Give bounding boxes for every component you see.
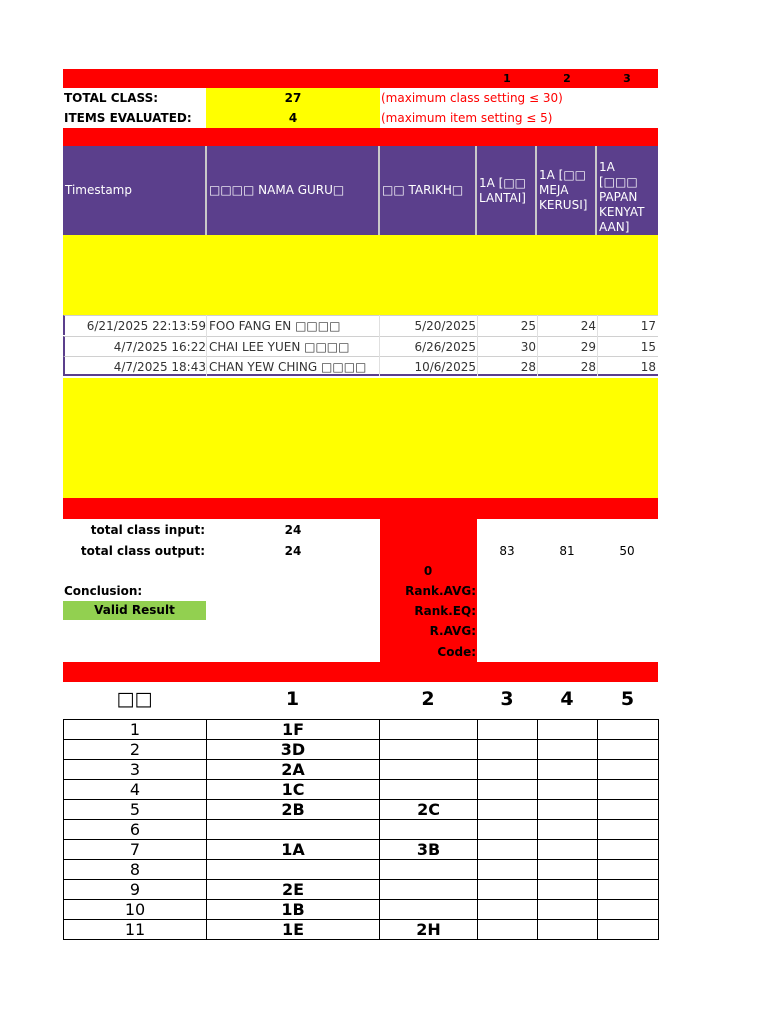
rank-class-cell (478, 880, 538, 900)
items-evaluated-note: (maximum item setting ≤ 5) (381, 111, 553, 125)
rank-table-row (64, 720, 659, 740)
total-class-output-value: 24 (284, 544, 302, 558)
top-number-2: 2 (563, 72, 571, 85)
code-label: Code: (437, 645, 476, 659)
rank-number-cell: 5 (64, 800, 207, 820)
sum-item-1: 83 (499, 544, 515, 558)
rank-zero: 0 (423, 564, 433, 578)
rank-class-cell (538, 720, 598, 740)
rank-class-cell (538, 860, 598, 880)
header-item-2: 1A [□□ MEJA KERUSI] (537, 146, 597, 235)
rank-table-row (64, 860, 659, 880)
rank-class-cell (380, 720, 478, 740)
rank-class-cell: 2H (380, 920, 478, 940)
rank-class-cell (380, 900, 478, 920)
rank-header-0: □□ (116, 688, 153, 710)
yellow-block-bottom (63, 378, 658, 498)
rank-class-cell (207, 820, 380, 840)
rank-class-cell: 2B (207, 800, 380, 820)
rank-number-cell: 9 (64, 880, 207, 900)
rank-class-cell (380, 760, 478, 780)
rank-number-cell: 11 (64, 920, 207, 940)
rank-class-cell (478, 780, 538, 800)
rank-class-cell: 1B (207, 900, 380, 920)
sum-item-3: 50 (619, 544, 635, 558)
rank-class-cell (538, 780, 598, 800)
rank-table-header (63, 688, 658, 714)
rank-class-cell (538, 820, 598, 840)
row-timestamp: 4/7/2025 18:43 (113, 360, 206, 374)
rank-class-cell (538, 900, 598, 920)
rank-header-5: 5 (620, 688, 635, 710)
row-date: 5/20/2025 (414, 319, 476, 333)
rank-class-cell: 1A (207, 840, 380, 860)
row-timestamp: 4/7/2025 16:22 (113, 340, 206, 354)
header-item-3: 1A [□□□ PAPAN KENYAT AAN] (597, 146, 658, 235)
table-row (63, 336, 658, 356)
rank-number-cell: 10 (64, 900, 207, 920)
header-date: □□ TARIKH□ (380, 146, 477, 235)
red-divider-3 (63, 662, 658, 682)
rank-class-cell (598, 900, 659, 920)
row-teacher: FOO FANG EN □□□□ (209, 319, 341, 333)
rank-class-cell (598, 880, 659, 900)
rank-number-cell: 6 (64, 820, 207, 840)
total-class-value: 27 (206, 88, 380, 108)
rank-class-cell (478, 920, 538, 940)
rank-class-cell (598, 800, 659, 820)
rank-class-cell (538, 880, 598, 900)
row-item-3: 15 (640, 340, 656, 354)
header-item-1: 1A [□□ LANTAI] (477, 146, 537, 235)
r-avg-label: R.AVG: (429, 624, 476, 638)
rank-class-cell (478, 740, 538, 760)
rank-eq-label: Rank.EQ: (414, 604, 476, 618)
rank-table-row (64, 780, 659, 800)
header-teacher-name: □□□□ NAMA GURU□ (207, 146, 380, 235)
sum-item-2: 81 (559, 544, 575, 558)
conclusion-badge: Valid Result (63, 601, 206, 620)
rank-class-cell: 1F (207, 720, 380, 740)
rank-class-cell (538, 920, 598, 940)
rank-class-cell: 3D (207, 740, 380, 760)
total-class-label: TOTAL CLASS: (64, 91, 159, 105)
rank-class-cell (538, 760, 598, 780)
total-class-input-value: 24 (284, 523, 302, 537)
rank-table-row (64, 880, 659, 900)
table-row (63, 315, 658, 335)
row-item-1: 25 (520, 319, 536, 333)
row-teacher: CHAI LEE YUEN □□□□ (209, 340, 350, 354)
rank-class-cell (478, 720, 538, 740)
rank-avg-label: Rank.AVG: (405, 584, 476, 598)
rank-class-cell: 1E (207, 920, 380, 940)
row-date: 10/6/2025 (414, 360, 476, 374)
rank-class-cell (538, 800, 598, 820)
rank-class-cell (478, 760, 538, 780)
rank-class-cell: 3B (380, 840, 478, 860)
rank-table-row (64, 820, 659, 840)
top-number-1: 1 (503, 72, 511, 85)
top-number-3: 3 (623, 72, 631, 85)
row-item-2: 24 (580, 319, 596, 333)
rank-number-cell: 3 (64, 760, 207, 780)
rank-class-cell (538, 740, 598, 760)
rank-number-cell: 4 (64, 780, 207, 800)
row-separator (379, 315, 380, 376)
row-separator (597, 315, 598, 376)
rank-class-cell (598, 720, 659, 740)
rank-class-cell: 2A (207, 760, 380, 780)
row-item-2: 28 (580, 360, 596, 374)
rank-number-cell: 1 (64, 720, 207, 740)
rank-class-cell (478, 900, 538, 920)
rank-table-row (64, 800, 659, 820)
rank-table-row (64, 760, 659, 780)
items-evaluated-label: ITEMS EVALUATED: (64, 111, 192, 125)
rank-class-cell (598, 920, 659, 940)
rank-table-row (64, 840, 659, 860)
rank-number-cell: 8 (64, 860, 207, 880)
rank-table-row (64, 900, 659, 920)
rank-table (63, 719, 659, 940)
rank-header-3: 3 (500, 688, 514, 710)
rank-table-body (64, 720, 659, 940)
rank-class-cell (598, 760, 659, 780)
rank-header-1: 1 (285, 688, 300, 710)
row-item-1: 30 (520, 340, 536, 354)
table-row (63, 356, 658, 376)
rank-class-cell: 2C (380, 800, 478, 820)
rank-header-4: 4 (560, 688, 574, 710)
rank-class-cell (478, 800, 538, 820)
total-class-note: (maximum class setting ≤ 30) (381, 91, 563, 105)
rank-class-cell (380, 780, 478, 800)
row-date: 6/26/2025 (414, 340, 476, 354)
rank-class-cell (598, 780, 659, 800)
row-teacher: CHAN YEW CHING □□□□ (209, 360, 367, 374)
rank-number-cell: 7 (64, 840, 207, 860)
rank-header-2: 2 (421, 688, 435, 710)
items-evaluated-value: 4 (206, 108, 380, 128)
row-separator (477, 315, 478, 376)
rank-class-cell (478, 820, 538, 840)
rank-class-cell (598, 740, 659, 760)
row-separator (206, 315, 207, 376)
rank-class-cell (598, 840, 659, 860)
rank-class-cell (598, 860, 659, 880)
rank-table-row (64, 740, 659, 760)
row-item-1: 28 (520, 360, 536, 374)
rank-class-cell (478, 840, 538, 860)
row-separator (537, 315, 538, 376)
row-timestamp: 6/21/2025 22:13:59 (86, 319, 206, 333)
rank-class-cell (380, 740, 478, 760)
row-item-3: 18 (640, 360, 656, 374)
rank-number-cell: 2 (64, 740, 207, 760)
rank-class-cell (538, 840, 598, 860)
header-timestamp: Timestamp (63, 146, 207, 235)
yellow-block-top (63, 235, 658, 315)
total-class-input-label: total class input: (90, 523, 205, 537)
rank-class-cell (380, 860, 478, 880)
rank-class-cell: 1C (207, 780, 380, 800)
rank-table-row (64, 920, 659, 940)
rank-class-cell (207, 860, 380, 880)
red-divider-1 (63, 128, 658, 146)
rank-class-cell: 2E (207, 880, 380, 900)
rank-class-cell (380, 880, 478, 900)
row-item-3: 17 (640, 319, 656, 333)
rank-class-cell (598, 820, 659, 840)
red-divider-2 (63, 498, 658, 519)
total-class-output-label: total class output: (80, 544, 205, 558)
rank-class-cell (478, 860, 538, 880)
row-item-2: 29 (580, 340, 596, 354)
conclusion-label: Conclusion: (64, 584, 143, 598)
rank-class-cell (380, 820, 478, 840)
